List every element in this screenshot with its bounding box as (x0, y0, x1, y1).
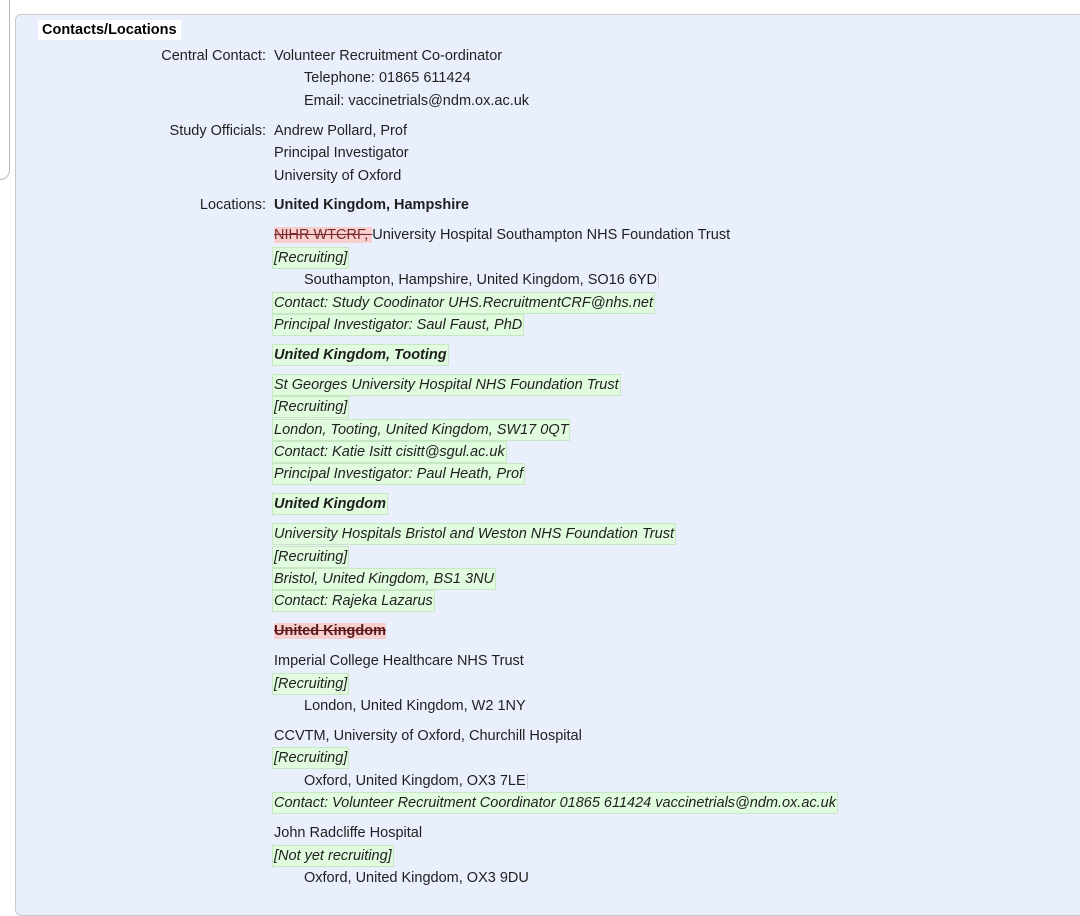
location-contact: Contact: Katie Isitt cisitt@sgul.ac.uk (272, 441, 507, 463)
location-address: London, United Kingdom, W2 1NY (304, 698, 526, 715)
central-contact-email: Email: vaccinetrials@ndm.ox.ac.uk (304, 92, 530, 109)
study-officials-label: Study Officials: (169, 122, 266, 139)
location-address: Southampton, Hampshire, United Kingdom, SO16 6YD (304, 272, 658, 289)
central-contact-row (16, 45, 1076, 112)
recruitment-status: [Recruiting] (272, 747, 349, 769)
location-facility-ccvtm: CCVTM, University of Oxford, Churchill Hospital (274, 727, 582, 744)
location-facility-st-georges: St Georges University Hospital NHS Foundation Trust (272, 374, 621, 396)
central-contact-label: Central Contact: (161, 48, 266, 64)
location-investigator: Principal Investigator: Saul Faust, PhD (272, 314, 524, 336)
contacts-locations-fieldset (15, 14, 1080, 916)
central-contact-name: Volunteer Recruitment Co-ordinator (274, 48, 503, 64)
study-officials-value (274, 120, 1076, 187)
official-role: Principal Investigator (274, 145, 409, 162)
recruitment-status: [Recruiting] (272, 546, 349, 568)
location-address: Bristol, United Kingdom, BS1 3NU (272, 568, 496, 590)
location-facility-radcliffe: John Radcliffe Hospital (274, 825, 423, 842)
location-contact: Contact: Rajeka Lazarus (272, 590, 435, 612)
recruitment-status: [Recruiting] (272, 396, 349, 418)
central-contact-value (274, 45, 1076, 112)
location-region-tooting: United Kingdom, Tooting (272, 344, 449, 366)
location-facility-southampton (274, 224, 1076, 246)
contacts-grid (16, 45, 1076, 889)
official-name: Andrew Pollard, Prof (274, 122, 407, 139)
location-address: Oxford, United Kingdom, OX3 9DU (304, 869, 529, 886)
location-contact: Contact: Study Coodinator UHS.RecruitmentCRF@nhs.net (272, 292, 655, 314)
location-facility-imperial: Imperial College Healthcare NHS Trust (274, 653, 524, 670)
recruitment-status: [Not yet recruiting] (272, 845, 394, 867)
official-affiliation: University of Oxford (274, 167, 402, 184)
location-region-uk: United Kingdom (272, 493, 388, 515)
central-contact-telephone: Telephone: 01865 611424 (304, 70, 471, 87)
deleted-text: NIHR WTCRF, (274, 227, 373, 244)
section-title: Contacts/Locations (38, 20, 181, 40)
location-facility-bristol: University Hospitals Bristol and Weston NHS Foundation Trust (272, 523, 676, 545)
locations-label: Locations: (199, 197, 266, 214)
study-officials-row (16, 120, 1076, 187)
recruitment-status: [Recruiting] (272, 247, 349, 269)
left-panel-edge (0, 0, 10, 180)
location-region-hampshire: United Kingdom, Hampshire (274, 197, 469, 214)
recruitment-status: [Recruiting] (272, 673, 349, 695)
location-address: London, Tooting, United Kingdom, SW17 0QT (272, 419, 570, 441)
locations-row (16, 194, 1076, 889)
location-investigator: Principal Investigator: Paul Heath, Prof (272, 463, 525, 485)
location-contact: Contact: Volunteer Recruitment Coordinator 01865 611424 vaccinetrials@ndm.ox.ac.uk (272, 792, 838, 814)
facility-name: University Hospital Southampton NHS Foundation Trust (372, 227, 731, 244)
location-address: Oxford, United Kingdom, OX3 7LE (304, 772, 526, 789)
locations-value (274, 194, 1076, 889)
deleted-region: United Kingdom (274, 623, 386, 640)
